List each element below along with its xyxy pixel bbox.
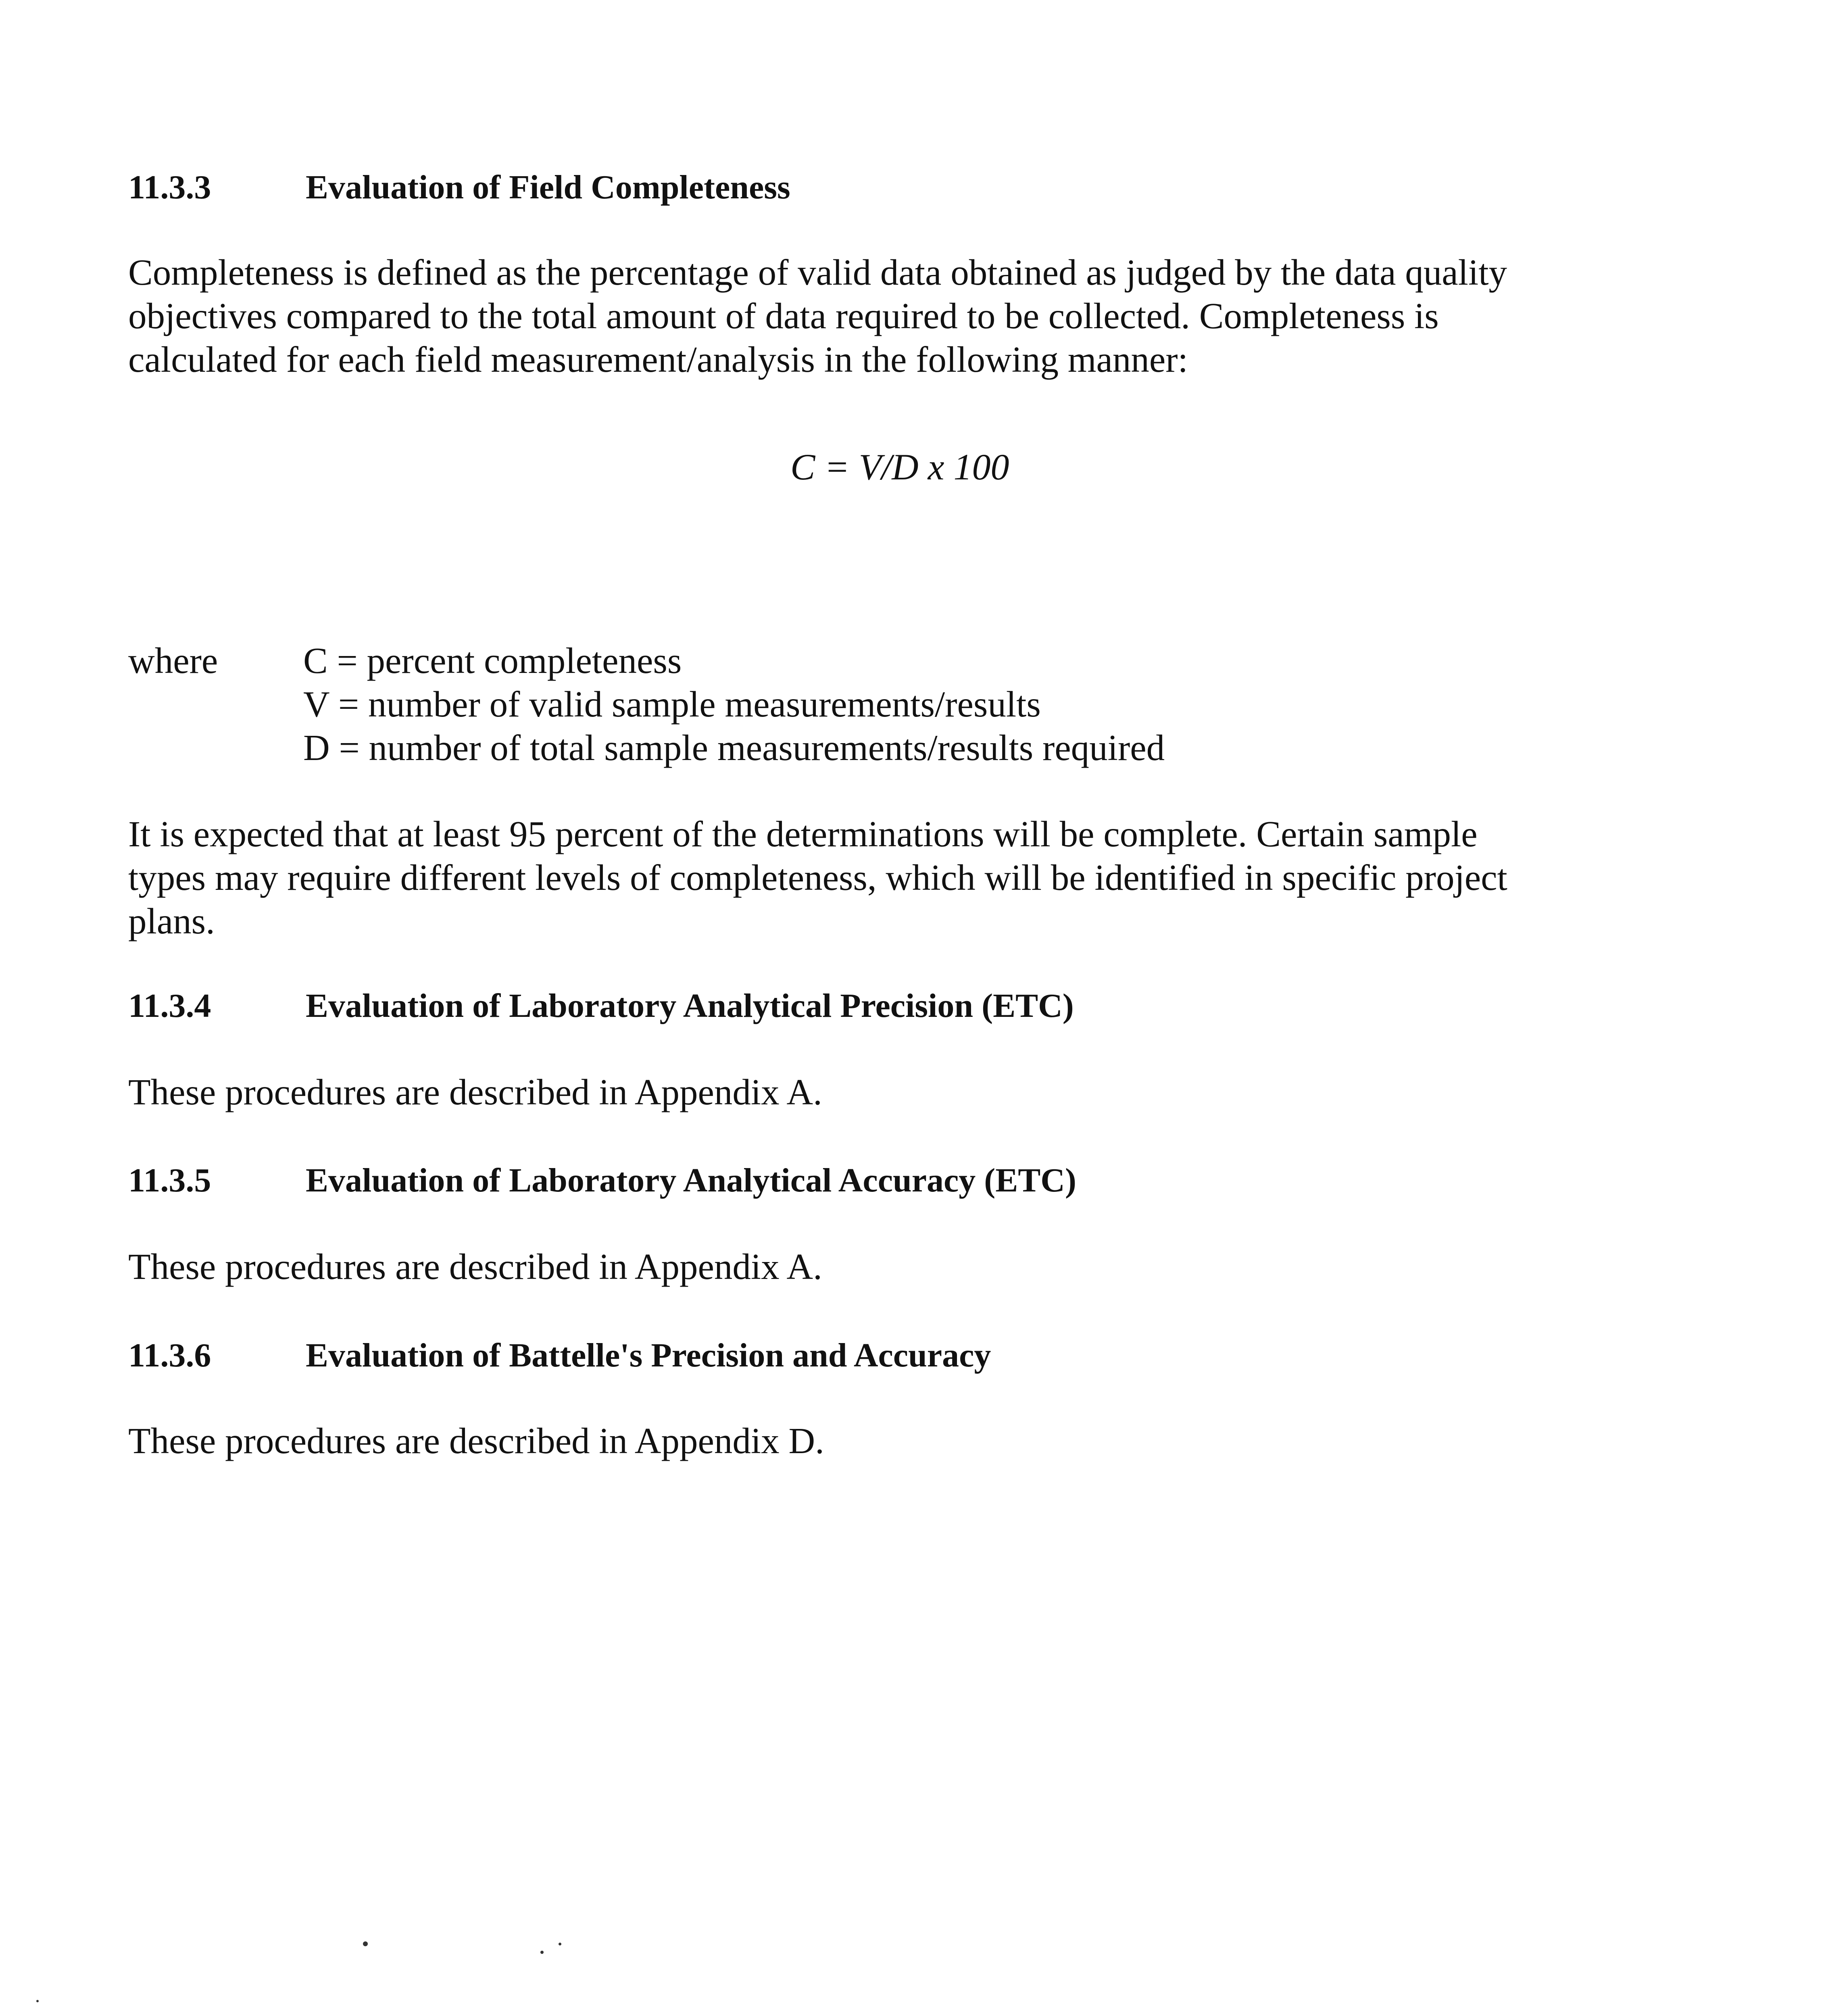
section-title: Evaluation of Battelle's Precision and Accuracy xyxy=(306,1337,991,1374)
section-number: 11.3.4 xyxy=(128,987,211,1025)
section-text-11-3-6 xyxy=(128,1419,1701,1463)
completeness-expectation-paragraph xyxy=(128,812,1701,943)
paragraph-line: objectives compared to the total amount of data required to be collected. Completeness is xyxy=(128,296,1439,336)
section-text-11-3-4 xyxy=(128,1070,1701,1114)
section-number: 11.3.3 xyxy=(128,169,211,206)
paragraph-line: calculated for each field measurement/analysis in the following manner: xyxy=(128,339,1188,380)
scan-speck xyxy=(559,1943,561,1945)
section-number: 11.3.5 xyxy=(128,1162,211,1199)
paragraph-line: Completeness is defined as the percentage of valid data obtained as judged by the data quality xyxy=(128,252,1507,293)
definition-v: V = number of valid sample measurements/results xyxy=(303,684,1041,725)
completeness-formula: C = V/D x 100 xyxy=(790,446,1009,487)
paragraph-line: These procedures are described in Appendix A. xyxy=(128,1246,822,1287)
definition-d: D = number of total sample measurements/results required xyxy=(303,727,1165,768)
paragraph-line: plans. xyxy=(128,901,215,941)
scan-speck xyxy=(540,1951,544,1954)
paragraph-line: It is expected that at least 95 percent of the determinations will be complete. Certain sample xyxy=(128,814,1478,854)
paragraph-line: These procedures are described in Appendix A. xyxy=(128,1072,822,1112)
scan-speck xyxy=(363,1941,368,1946)
section-text-11-3-5 xyxy=(128,1245,1701,1289)
variable-definitions xyxy=(303,639,1165,770)
where-label: where xyxy=(128,640,218,681)
section-title: Evaluation of Laboratory Analytical Precision (ETC) xyxy=(306,987,1074,1025)
paragraph-line: types may require different levels of completeness, which will be identified in specific project xyxy=(128,857,1507,898)
section-number: 11.3.6 xyxy=(128,1337,211,1374)
definition-c: C = percent completeness xyxy=(303,640,682,681)
completeness-definition-paragraph xyxy=(128,251,1701,381)
section-title: Evaluation of Field Completeness xyxy=(306,169,790,206)
paragraph-line: These procedures are described in Appendix D. xyxy=(128,1420,824,1461)
scan-speck xyxy=(36,2000,39,2002)
section-title: Evaluation of Laboratory Analytical Accuracy (ETC) xyxy=(306,1162,1076,1199)
